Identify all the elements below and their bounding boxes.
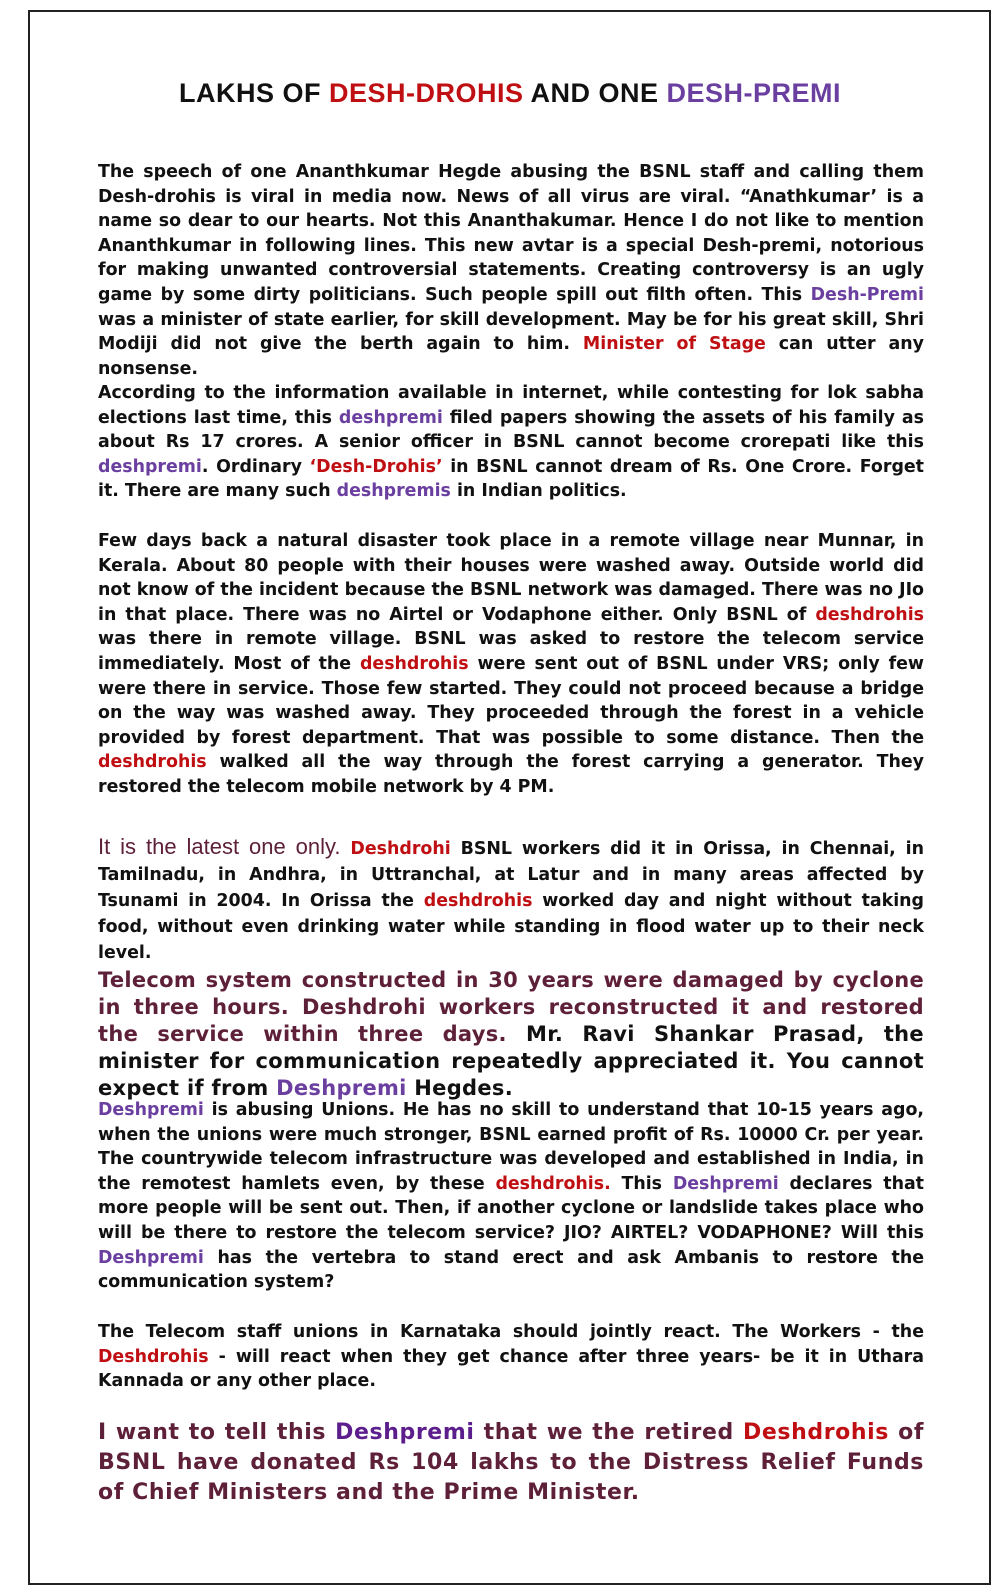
highlight-deshdrohi: Deshdrohi [350, 839, 451, 859]
title-text: LAKHS OF [178, 78, 329, 108]
body-text: was a minister of state earlier, for skill development. May be for his great skill, Shri Modiji did not give the berth again to him. [98, 309, 924, 355]
page-title [0, 78, 993, 109]
title-highlight-deshpremi: DESH-PREMI [666, 78, 842, 108]
highlight-deshdrohis: Deshdrohis [743, 1420, 889, 1445]
body-text: in Indian politics. [450, 481, 627, 502]
body-text: Few days back a natural disaster took place in a remote village near Munnar, in Kerala. About 80 people with their houses were washed away. Outside world did not know of the incident because the BSNL network was damaged. There was no JIo in that place. There was no Airtel or Vodaphone either. Only BSNL of [98, 531, 924, 625]
highlight-deshpremi: Desh-Premi [810, 284, 924, 305]
body-text: Mr. Ravi Shankar Prasad, the minister for communication repeatedly appreciated it. You cannot expect if from [98, 1022, 924, 1100]
body-text: BSNL workers did it in Orissa, in Chennai, in Tamilnadu, in Andhra, in Uttranchal, at Latur and in many areas affected by Tsunami in 2004. In Orissa the [98, 839, 924, 911]
body-text: walked all the way through the forest carrying a generator. They restored the telecom mobile network by 4 PM. [98, 752, 924, 797]
closing-text: of BSNL have donated Rs 104 lakhs to the Distress Relief Funds of Chief Ministers and the Prime Minister. [98, 1420, 924, 1505]
highlight-deshdrohis: Deshdrohis [98, 1346, 209, 1367]
highlight-deshdrohis: deshdrohis [359, 653, 469, 674]
body-text: was there in remote village. BSNL was asked to restore the telecom service immediately. Most of the [98, 629, 924, 674]
closing-text: I want to tell this [98, 1420, 336, 1445]
highlight-deshpremi: deshpremi [338, 407, 443, 428]
emphasis-text: Telecom system constructed in 30 years were damaged by cyclone in three hours. Deshdrohi workers reconstructed it and restored the service within three days. [98, 968, 924, 1046]
paragraph-2 [98, 381, 924, 504]
highlight-deshpremis: deshpremis [336, 481, 451, 502]
paragraph-6 [98, 1098, 924, 1295]
body-text: This [610, 1173, 673, 1194]
paragraph-8 [98, 1418, 924, 1508]
body-text: - will react when they get chance after three years- be it in Uthara Kannada or any other place. [98, 1346, 924, 1392]
closing-text: that we the retired [474, 1420, 744, 1445]
highlight-deshpremi: Deshpremi [335, 1420, 475, 1445]
paragraph-3 [98, 529, 924, 800]
title-text: AND ONE [523, 78, 667, 108]
highlight-minister-of-stage: Minister of Stage [582, 334, 766, 355]
lead-sentence: It is the latest one only. [98, 834, 341, 859]
body-text: Hegdes. [406, 1076, 513, 1100]
body-text: The speech of one Ananthkumar Hegde abusing the BSNL staff and calling them Desh-drohis is viral in media now. News of all virus are viral. “Anathkumar’ is a name so dear to our hearts. Not this Ananthakumar. Hence I do not like to mention Ananthkumar in following lines. This new avtar is a special Desh-premi, notorious for making unwanted controversial statements. Creating controversy is an ugly game by some dirty politicians. Such people spill out filth often. This [98, 162, 924, 305]
highlight-deshdrohis: ‘Desh-Drohis’ [309, 456, 443, 477]
highlight-deshpremi: Deshpremi [98, 1100, 204, 1120]
highlight-deshdrohis: deshdrohis [98, 752, 207, 773]
body-text: filed papers showing the assets of his family as about Rs 17 crores. A senior officer in BSNL cannot become crorepati like this [98, 407, 924, 453]
body-text: were sent out of BSNL under VRS; only few were there in service. Those few started. They could not proceed because a bridge on the way was washed away. They proceeded through the forest in a vehicle provided by forest department. That was possible to some distance. Then the [98, 653, 924, 748]
body-text: in BSNL cannot dream of Rs. One Crore. Forget it. There are many such [98, 456, 924, 502]
highlight-deshdrohis: deshdrohis. [495, 1173, 611, 1194]
body-text: has the vertebra to stand erect and ask Ambanis to restore the communication system? [98, 1247, 924, 1293]
body-text: is abusing Unions. He has no skill to understand that 10-15 years ago, when the unions were much stronger, BSNL earned profit of Rs. 10000 Cr. per year. The countrywide telecom infrastructure was developed and established in India, in the remotest hamlets even, by these [98, 1100, 924, 1194]
body-text: worked day and night without taking food, without even drinking water while standing in flood water up to their neck level. [98, 891, 924, 963]
body-text: declares that more people will be sent out. Then, if another cyclone or landslide takes place who will be there to restore the telecom service? JIO? AIRTEL? VODAPHONE? Will this [98, 1173, 924, 1243]
highlight-deshpremi: Deshpremi [98, 1247, 204, 1268]
body-text: can utter any nonsense. [98, 334, 924, 379]
highlight-deshpremi: Deshpremi [672, 1173, 779, 1194]
paragraph-5 [98, 967, 924, 1102]
paragraph-4 [98, 834, 924, 966]
title-highlight-deshdrohis: DESH-DROHIS [328, 78, 524, 108]
body-text [341, 839, 351, 859]
highlight-deshdrohis: deshdrohis [815, 604, 924, 625]
highlight-deshpremi: Deshpremi [276, 1076, 407, 1100]
paragraph-1 [98, 160, 924, 381]
paragraph-7 [98, 1320, 924, 1394]
highlight-deshdrohis: deshdrohis [423, 891, 533, 911]
body-text: According to the information available in internet, while contesting for lok sabha elections last time, this [98, 383, 924, 428]
body-text: . Ordinary [201, 456, 310, 477]
highlight-deshpremi: deshpremi [98, 456, 202, 477]
body-text: The Telecom staff unions in Karnataka should jointly react. The Workers - the [98, 1322, 924, 1342]
